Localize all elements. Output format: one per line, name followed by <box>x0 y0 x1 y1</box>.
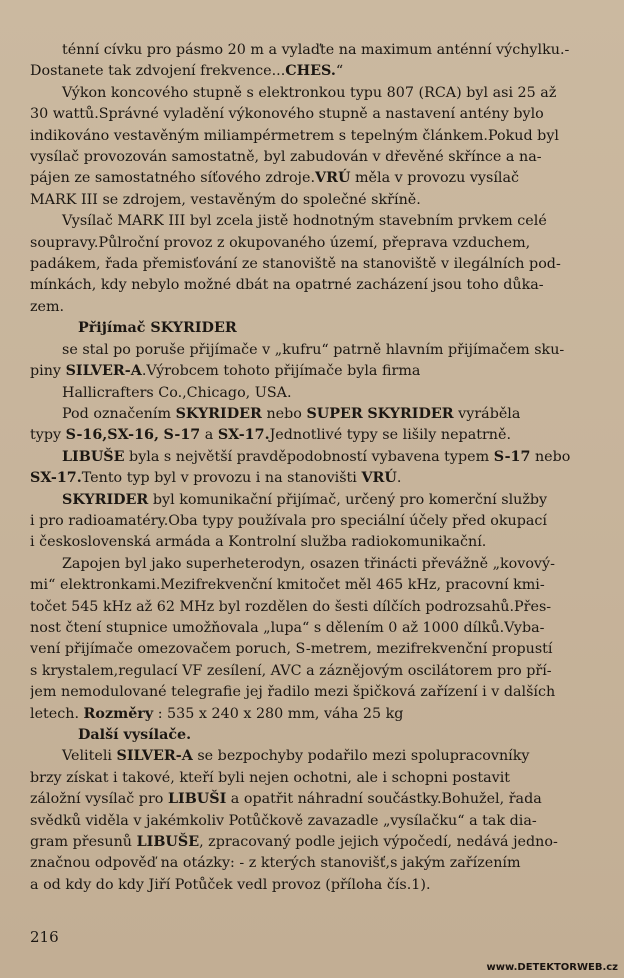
text-line: i pro radioamatéry.Oba typy používala pro speciální účely před okupací <box>30 512 547 529</box>
text-line: s krystalem,regulací VF zesílení, AVC a záznějovým oscilátorem pro pří- <box>30 662 552 679</box>
text-line: gram přesunů LIBUŠE, zpracovaný podle jejich výpočedí, nedává jedno- <box>30 834 558 851</box>
text-line: zem. <box>30 298 65 315</box>
body-text <box>30 40 596 896</box>
text-line: typy S-16,SX-16, S-17 a SX-17.Jednotlivé typy se lišily nepatrně. <box>30 427 512 444</box>
text-line: MARK III se zdrojem, vestavěným do společné skříně. <box>30 191 421 208</box>
text-line: Zapojen byl jako superheterodyn, osazen třinácti převážně „kovový- <box>62 555 555 572</box>
text-line: mínkách, kdy nebylo možné dbát na opatrné zacházení jsou toho důka- <box>30 277 544 294</box>
text-line: piny SILVER-A.Výrobcem tohoto přijímače byla firma <box>30 363 421 380</box>
text-line: Pod označením SKYRIDER nebo SUPER SKYRIDER vyráběla <box>62 405 521 422</box>
text-line: brzy získat i takové, kteří byli nejen ochotni, ale i schopni postavit <box>30 769 511 786</box>
text-line: vysílač provozován samostatně, byl zabudován v dřevěné skřínce a na- <box>30 149 542 166</box>
text-line: 30 wattů.Správné vyladění výkonového stupně a nastavení antény bylo <box>30 106 544 123</box>
section-heading: Další vysílače. <box>78 727 192 743</box>
text-line: Hallicrafters Co.,Chicago, USA. <box>62 384 292 401</box>
page-number: 216 <box>30 928 59 946</box>
text-line: točet 545 kHz až 62 MHz byl rozdělen do šesti dílčích podrozsahů.Přes- <box>30 598 552 615</box>
text-line: LIBUŠE byla s největší pravděpodobností vybavena typem S-17 nebo <box>62 448 571 465</box>
text-line: svědků viděla v jakémkoliv Potůčkově zavazadle „vysílačku“ a tak dia- <box>30 812 537 829</box>
text-line: Vysílač MARK III byl zcela jistě hodnotným stavebním prvkem celé <box>62 213 547 230</box>
text-line: pájen ze samostatného síťového zdroje.VRÚ měla v provozu vysílač <box>30 170 520 187</box>
text-line: ténní cívku pro pásmo 20 m a vylaďte na maximum anténní výchylku.- <box>62 42 570 58</box>
text-line: letech. Rozměry : 535 x 240 x 280 mm, váha 25 kg <box>30 705 404 722</box>
text-line: SKYRIDER byl komunikační přijímač, určený pro komerční služby <box>62 491 548 508</box>
text-line: nost čtení stupnice umožňovala „lupa“ s dělením 0 až 1000 dílků.Vyba- <box>30 619 545 636</box>
text-line: a od kdy do kdy Jiří Potůček vedl provoz (příloha čís.1). <box>30 876 431 893</box>
text-line: indikováno vestavěným miliampérmetrem s tepelným článkem.Pokud byl <box>30 127 559 144</box>
text-line: Dostanete tak zdvojení frekvence...CHES.“ <box>30 63 344 80</box>
text-line: mi“ elektronkami.Mezifrekvenční kmitočet měl 465 kHz, pracovní kmi- <box>30 577 545 594</box>
text-line: vení přijímače omezovačem poruch, S-metrem, mezifrekvenční propustí <box>30 641 553 658</box>
text-line: Veliteli SILVER-A se bezpochyby podařilo mezi spolupracovníky <box>62 748 530 765</box>
text-line: záložní vysílač pro LIBUŠI a opatřit náhradní součástky.Bohužel, řada <box>30 791 542 808</box>
text-line: i československá armáda a Kontrolní služba radiokomunikační. <box>30 534 487 551</box>
text-line: značnou odpověď na otázky: - z kterých stanovišť,s jakým zařízením <box>30 855 521 872</box>
section-heading: Přijímač SKYRIDER <box>78 320 237 337</box>
text-line: SX-17.Tento typ byl v provozu i na stanovišti VRÚ. <box>30 470 402 487</box>
text-line: padákem, řada přemisťování ze stanoviště na stanoviště v ilegálních pod- <box>30 256 561 273</box>
text-line: se stal po poruše přijímače v „kufru“ patrně hlavním přijímačem sku- <box>62 341 565 358</box>
text-line: soupravy.Půlroční provoz z okupovaného území, přeprava vzduchem, <box>30 234 531 251</box>
text-line: jem nemodulované telegrafie jej řadilo mezi špičková zařízení i v dalších <box>30 684 556 701</box>
watermark-credit: www.DETEKTORWEB.cz <box>486 962 618 973</box>
text-line: Výkon koncového stupně s elektronkou typu 807 (RCA) byl asi 25 až <box>62 84 557 101</box>
